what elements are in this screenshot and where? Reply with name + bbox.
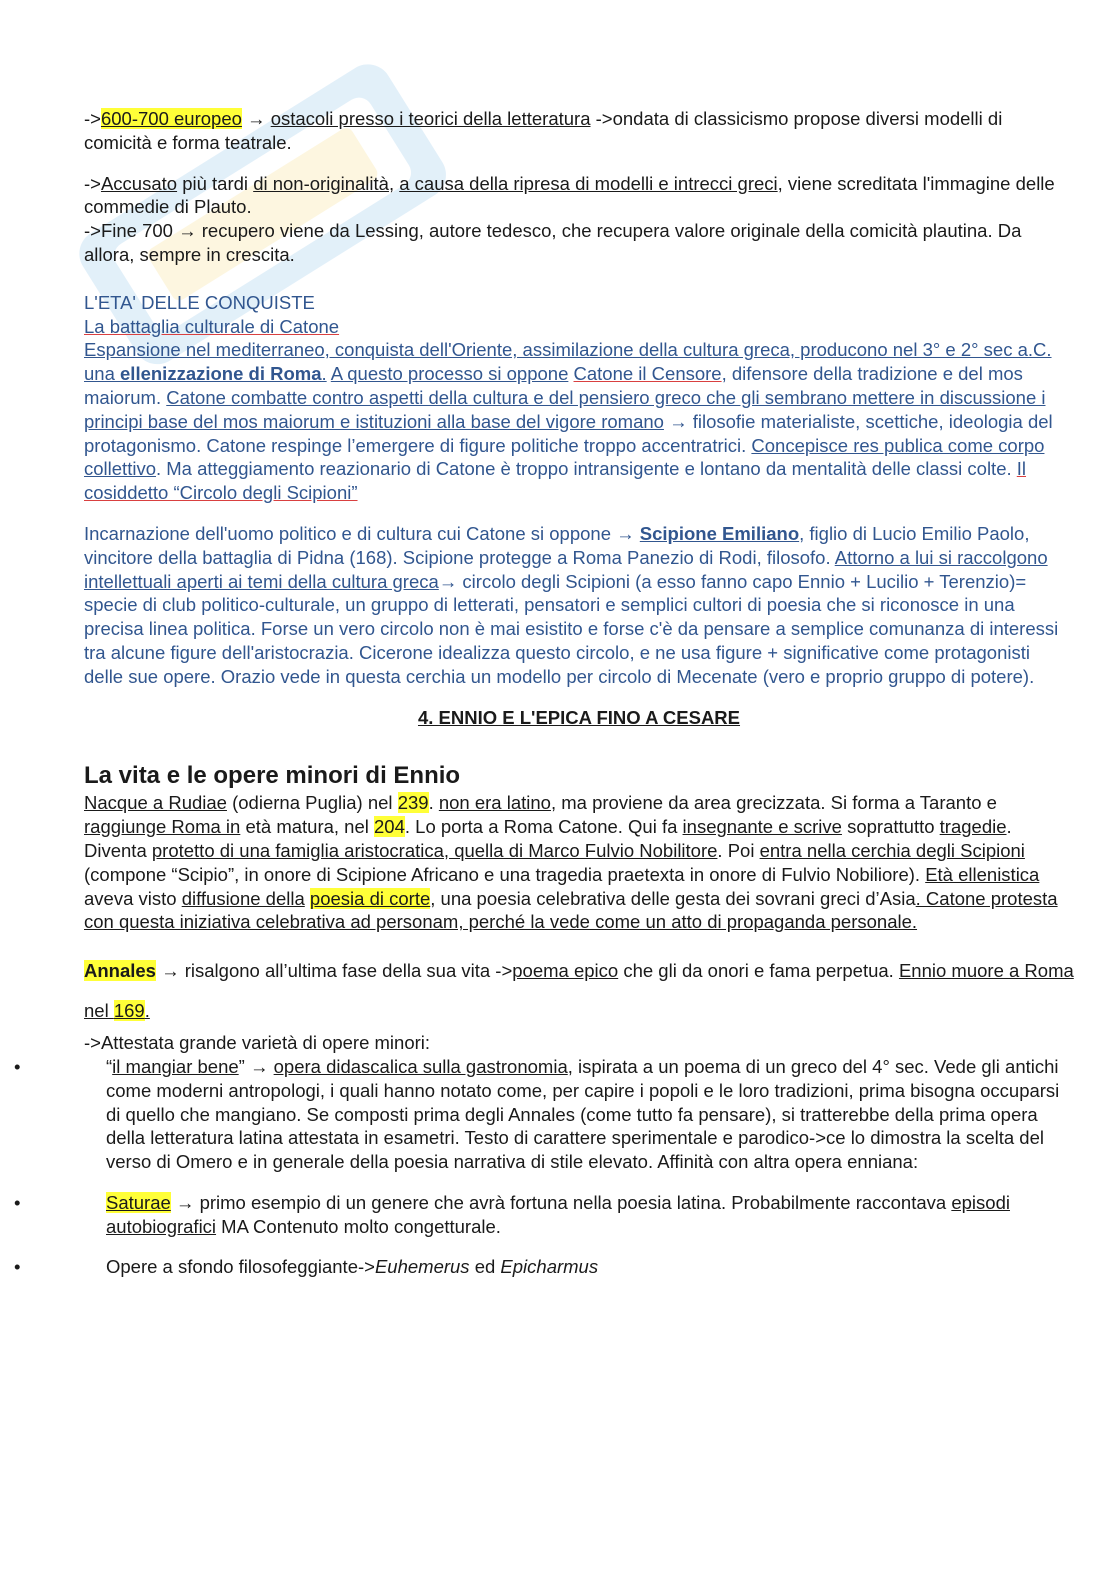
list-item-opere-filosofiche: • Opere a sfondo filosofeggiante->Euhemerus ed Epicharmus xyxy=(14,1256,599,1278)
highlight-period: 600-700 europeo xyxy=(100,108,242,129)
paragraph-scipioni: Incarnazione dell'uomo politico e di cultura cui Catone si oppone → Scipione Emiliano, figlio di Lucio Emilio Paolo, vincitore della battaglia di Pidna (168). Scipione protegge a Roma Panezio di Rodi, filosofo. Attorno a lui si raccolgono intellettuali aperti ai temi della cultura greca→ circolo degli Scipioni (a esso fanno capo Ennio + Lucilio + Terenzio)= specie di club politico-culturale, un gruppo di letterati, pensatori e semplici cultori di poesia che si riconosce in una precisa linea politica. Forse un vero circolo non è mai esistito e forse c'è da pensare a semplice comunanza di interessi tra alcune figure dell'aristocrazia. Cicerone idealizza questo circolo, e ne usa figure + significative come protagonisti delle sue opere. Orazio vede in questa cerchia un modello per circolo di Mecenate (vero e proprio gruppo di potere). xyxy=(84,522,1059,687)
paragraph-catone: Espansione nel mediterraneo, conquista dell'Oriente, assimilazione della cultura greca, producono nel 3° e 2° sec a.C. una ellenizzazione di Roma. A questo processo si oppone Catone il Censore, difensore della tradizione e del mos maiorum. Catone combatte contro aspetti della cultura e del pensiero greco che gli sembrano mettere in discussione i principi base del mos maiorum e istituzioni alla base del vigore romano → filosofie materialiste, scettiche, ideologia del protagonismo. Catone respinge l’emergere di figure politiche troppo accentratrici. Concepisce res publica come corpo collettivo. Ma atteggiamento reazionario di Catone è troppo intransigente e lontano da mentalità delle classi colte. Il cosiddetto “Circolo degli Scipioni” xyxy=(84,339,1053,504)
section-subtitle-catone: La battaglia culturale di Catone xyxy=(84,315,340,337)
section-title-conquiste: L'ETA' DELLE CONQUISTE xyxy=(84,291,315,313)
chapter-title: 4. ENNIO E L'EPICA FINO A CESARE xyxy=(417,706,741,728)
paragraph-lessing: ->Fine 700 → recupero viene da Lessing, autore tedesco, che recupera valore originale della comicità plautina. Da allora, sempre in crescita. xyxy=(84,220,1022,265)
bullet-dot: • xyxy=(14,1191,21,1213)
bullet-dot: • xyxy=(14,1256,21,1278)
list-item-saturae: • Saturae → primo esempio di un genere che avrà fortuna nella poesia latina. Probabilmente raccontava episodi autobiografici MA Contenuto molto congetturale. xyxy=(14,1191,1010,1237)
paragraph-opere-minori: ->Attestata grande varietà di opere minori: xyxy=(84,1032,431,1054)
list-item-mangiar-bene: • “il mangiar bene” → opera didascalica sulla gastronomia, ispirata a un poema di un greco del 4° sec. Vede gli antichi come moderni antropologi, i quali hanno notato come, per capire i popoli e le loro tradizioni, prima bisogna occuparsi di quello che mangiano. Se composti prima degli Annales (come tutto fa pensare), si tratterebbe della prima opera della letteratura latina attestata in esametri. Testo di carattere sperimentale e parodico->ce lo dimostra la scelta del verso di Omero e in generale della poesia narrativa di stile elevato. Affinità con altra opera enniana: xyxy=(14,1055,1060,1173)
paragraph-classicism: ->600-700 europeo → ostacoli presso i teorici della letteratura ->ondata di classicismo propose diversi modelli di comicità e forma teatrale. xyxy=(84,108,1003,153)
document-page xyxy=(14,107,1074,1279)
heading-vita-ennio: La vita e le opere minori di Ennio xyxy=(84,762,461,790)
paragraph-vita: Nacque a Rudiae (odierna Puglia) nel 239. non era latino, ma proviene da area grecizzata. Si forma a Taranto e raggiunge Roma in età matura, nel 204. Lo porta a Roma Catone. Qui fa insegnante e scrive soprattutto tragedie. Diventa protetto di una famiglia aristocratica, quella di Marco Fulvio Nobilitore. Poi entra nella cerchia degli Scipioni (compone “Scipio”, in onore di Scipione Africano e una tragedia praetexta in onore di Fulvio Nobiliore). Età ellenistica aveva visto diffusione della poesia di corte, una poesia celebrativa delle gesta dei sovrani greci d’Asia. Catone protesta con questa iniziativa celebrativa ad personam, perché la vede come un atto di propaganda personale. xyxy=(84,792,1058,933)
section-conquiste xyxy=(84,291,1074,689)
bullet-dot: • xyxy=(14,1055,21,1077)
paragraph-annales: Annales → risalgono all’ultima fase della sua vita ->poema epico che gli da onori e fama perpetua. Ennio muore a Roma nel 169. xyxy=(84,960,1074,1022)
paragraph-plauto-accused: ->Accusato più tardi di non-originalità, a causa della ripresa di modelli e intrecci greci, viene screditata l'immagine delle commedie di Plauto. xyxy=(84,172,1055,218)
